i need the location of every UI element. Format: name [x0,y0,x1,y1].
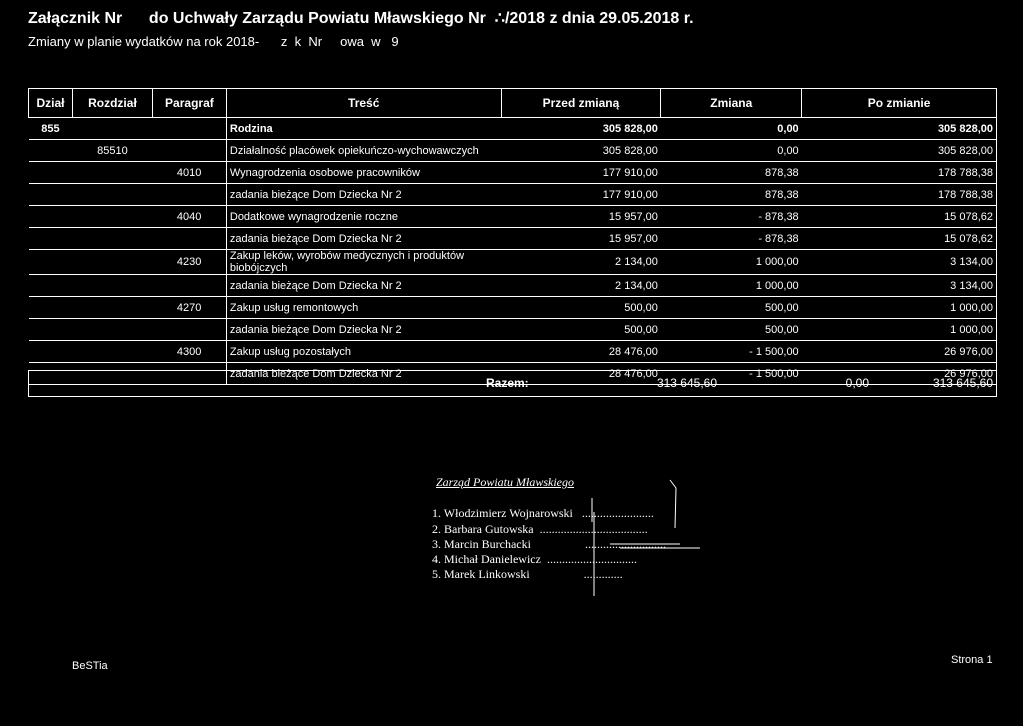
cell-paragraf [152,228,226,250]
col-header-dzial: Dział [29,89,73,118]
cell-paragraf [152,140,226,162]
cell-dzial [29,162,73,184]
cell-tresc: Zakup leków, wyrobów medycznych i produktów biobójczych [226,250,501,275]
cell-zmiana: 500,00 [661,297,802,319]
cell-paragraf: 4300 [152,341,226,363]
cell-po: 15 078,62 [802,228,997,250]
col-header-zmiana: Zmiana [661,89,802,118]
cell-tresc: zadania bieżące Dom Dziecka Nr 2 [226,228,501,250]
table-row [29,140,997,162]
table-row [29,319,997,341]
cell-dzial [29,319,73,341]
cell-paragraf [152,184,226,206]
cell-tresc: Dodatkowe wynagrodzenie roczne [226,206,501,228]
cell-przed: 305 828,00 [501,140,661,162]
total-label: Razem: [486,376,529,390]
cell-po: 178 788,38 [802,184,997,206]
total-row [28,370,997,397]
cell-paragraf: 4040 [152,206,226,228]
cell-paragraf [152,275,226,297]
cell-po: 15 078,62 [802,206,997,228]
signatory-5: 5. Marek Linkowski ............. [432,567,623,581]
cell-po: 178 788,38 [802,162,997,184]
cell-paragraf [152,319,226,341]
cell-dzial [29,250,73,275]
table-row [29,118,997,140]
cell-po: 1 000,00 [802,319,997,341]
budget-changes-table [28,88,997,385]
board-heading: Zarząd Powiatu Mławskiego [436,475,575,489]
cell-rozdzial [72,341,152,363]
table-row [29,184,997,206]
signatory-1: 1. Włodzimierz Wojnarowski ........................ [432,506,654,520]
cell-rozdzial [72,275,152,297]
footer-page-number: Strona 1 [951,654,993,666]
cell-zmiana: 0,00 [661,140,802,162]
total-przed: 313 645,60 [656,376,717,390]
table-row [29,297,997,319]
cell-tresc: zadania bieżące Dom Dziecka Nr 2 [226,275,501,297]
cell-tresc: Rodzina [226,118,501,140]
cell-przed: 28 476,00 [501,341,661,363]
total-po: 313 645,60 [932,376,993,390]
document-subtitle: Zmiany w planie wydatków na rok 2018- z k Nr owa w 9 [28,34,399,49]
cell-zmiana: 878,38 [661,162,802,184]
cell-dzial [29,228,73,250]
cell-po: 26 976,00 [802,363,997,385]
cell-przed: 177 910,00 [501,162,661,184]
document-title: Załącznik Nr do Uchwały Zarządu Powiatu Mławskiego Nr ∴/2018 z dnia 29.05.2018 r. [28,10,694,27]
cell-po: 3 134,00 [802,275,997,297]
table-row [29,250,997,275]
col-header-paragraf: Paragraf [152,89,226,118]
cell-przed: 305 828,00 [501,118,661,140]
cell-dzial [29,341,73,363]
cell-tresc: Działalność placówek opiekuńczo-wychowawczych [226,140,501,162]
table-row [29,341,997,363]
cell-po: 26 976,00 [802,341,997,363]
cell-rozdzial [72,206,152,228]
cell-zmiana: 878,38 [661,184,802,206]
cell-paragraf: 4010 [152,162,226,184]
cell-zmiana: 500,00 [661,319,802,341]
handwritten-signature-marks [580,478,710,598]
cell-rozdzial [72,118,152,140]
col-header-tresc: Treść [226,89,501,118]
signatory-2: 2. Barbara Gutowska .................................... [432,522,648,536]
cell-tresc: zadania bieżące Dom Dziecka Nr 2 [226,319,501,341]
cell-tresc: Wynagrodzenia osobowe pracowników [226,162,501,184]
signatory-3: 3. Marcin Burchacki ........................... [432,537,666,551]
table-row [29,275,997,297]
cell-dzial [29,206,73,228]
cell-rozdzial [72,297,152,319]
cell-dzial [29,297,73,319]
cell-przed: 500,00 [501,319,661,341]
cell-rozdzial [72,228,152,250]
cell-zmiana: - 878,38 [661,206,802,228]
col-header-rozdzial: Rozdział [72,89,152,118]
cell-po: 305 828,00 [802,140,997,162]
total-zmiana: 0,00 [845,376,869,390]
col-header-po: Po zmianie [802,89,997,118]
cell-tresc: Zakup usług pozostałych [226,341,501,363]
cell-zmiana: - 1 500,00 [661,341,802,363]
cell-przed: 28 476,00 [501,363,661,385]
cell-przed: 2 134,00 [501,275,661,297]
table-header-row [29,89,997,118]
table-row [29,162,997,184]
signatory-4: 4. Michał Danielewicz .............................. [432,552,637,566]
cell-rozdzial [72,162,152,184]
cell-rozdzial [72,184,152,206]
cell-zmiana: - 1 500,00 [661,363,802,385]
cell-przed: 500,00 [501,297,661,319]
cell-tresc: zadania bieżące Dom Dziecka Nr 2 [226,184,501,206]
cell-tresc: zadania bieżące Dom Dziecka Nr 2 [226,363,501,385]
col-header-przed: Przed zmianą [501,89,661,118]
cell-dzial [29,275,73,297]
cell-rozdzial [72,250,152,275]
cell-paragraf: 4230 [152,250,226,275]
cell-zmiana: 1 000,00 [661,275,802,297]
cell-paragraf [152,118,226,140]
cell-po: 3 134,00 [802,250,997,275]
cell-zmiana: 1 000,00 [661,250,802,275]
cell-przed: 15 957,00 [501,228,661,250]
footer-software-name: BeSTia [72,660,108,672]
cell-paragraf: 4270 [152,297,226,319]
cell-po: 1 000,00 [802,297,997,319]
cell-po: 305 828,00 [802,118,997,140]
cell-dzial: 855 [29,118,73,140]
cell-przed: 15 957,00 [501,206,661,228]
cell-rozdzial: 85510 [72,140,152,162]
table-row [29,206,997,228]
cell-zmiana: - 878,38 [661,228,802,250]
cell-przed: 177 910,00 [501,184,661,206]
cell-zmiana: 0,00 [661,118,802,140]
table-row [29,228,997,250]
cell-dzial [29,140,73,162]
cell-rozdzial [72,319,152,341]
cell-tresc: Zakup usług remontowych [226,297,501,319]
cell-przed: 2 134,00 [501,250,661,275]
cell-dzial [29,184,73,206]
